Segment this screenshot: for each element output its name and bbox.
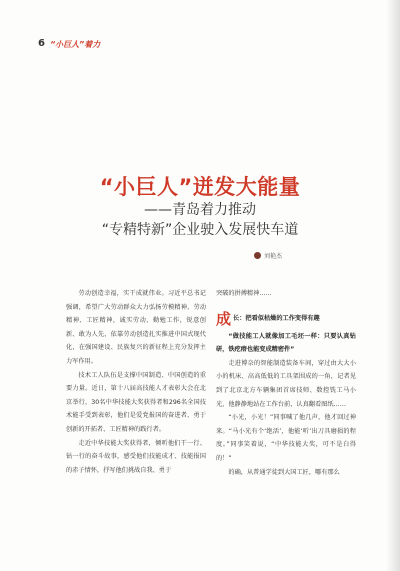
body-paragraph: 走近中华技能大奖获得者，倾听他们干一行、钻一行的奋斗故事，感受他们技能成才、技能报国的赤子情怀，抒写他们挑战自我、勇于 (66, 439, 206, 474)
pull-quote: “做技能工人就像加工毛坯一样：只要认真钻研，铁疙瘩也能变成精密件” (216, 332, 356, 354)
right-column (216, 287, 356, 479)
body-paragraph: 的确，从普通学徒到大国工匠，哪有那么 (228, 468, 340, 476)
page-edge-shadow (386, 0, 400, 571)
left-column (66, 287, 206, 477)
page-number: 6 (38, 38, 45, 49)
body-paragraph-continued: 突破的拼搏精神…… (216, 290, 272, 297)
body-paragraph: 技术工人队伍是支撑中国制造、中国创造的重要力量。近日，第十八届高技能人才表彰大会在北京举行，30名中华技能大奖获得者和296名全国技术能手受到表彰，他们是爱党报国的奋进者、勇于创新的开拓者、工匠精神的践行者。 (66, 371, 206, 433)
article-subtitle-line2: “专精特新”企业驶入发展快车道 (101, 222, 299, 238)
body-paragraph: “小光，小光！”同事喊了他几声，他才回过神来。“马小光有个‘绝活’，他能‘听’出刀具磨损的程度。”同事笑着说，“中华技能大奖，可不是白得的！” (216, 414, 356, 462)
author-name: 刘艳杰 (264, 253, 283, 260)
article-title: “小巨人”迸发大能量 (99, 175, 301, 199)
section-heading-text: 长：把看似枯燥的工作变得有趣 (233, 314, 320, 322)
author-icon (254, 252, 261, 259)
body-paragraph: 劳动创造幸福，实干成就伟业。习近平总书记强调，希望广大劳动群众大力弘扬劳模精神、劳动精神、工匠精神，诚实劳动、勤勉工作，锐意创新、敢为人先，依靠劳动创造扎实推进中国式现代化，在强国建设、民族复兴的新征程上充分发挥主力军作用。 (66, 290, 206, 365)
byline (254, 251, 282, 260)
section-title: “小巨人”着力 (50, 40, 101, 49)
section-heading (216, 311, 356, 327)
section-heading-initial: 成 (216, 309, 232, 328)
body-paragraph: 走进博奈的智能制造装备车间，穿过由大大小小的机床、高高低低的工具架围成的一角，记者见到了北京北方车辆集团首席技师、数控铣工马小光，他静静地站在工作台前，认真翻看图纸…… (216, 359, 356, 408)
article-subtitle-line1: ——青岛着力推动 (144, 202, 256, 218)
